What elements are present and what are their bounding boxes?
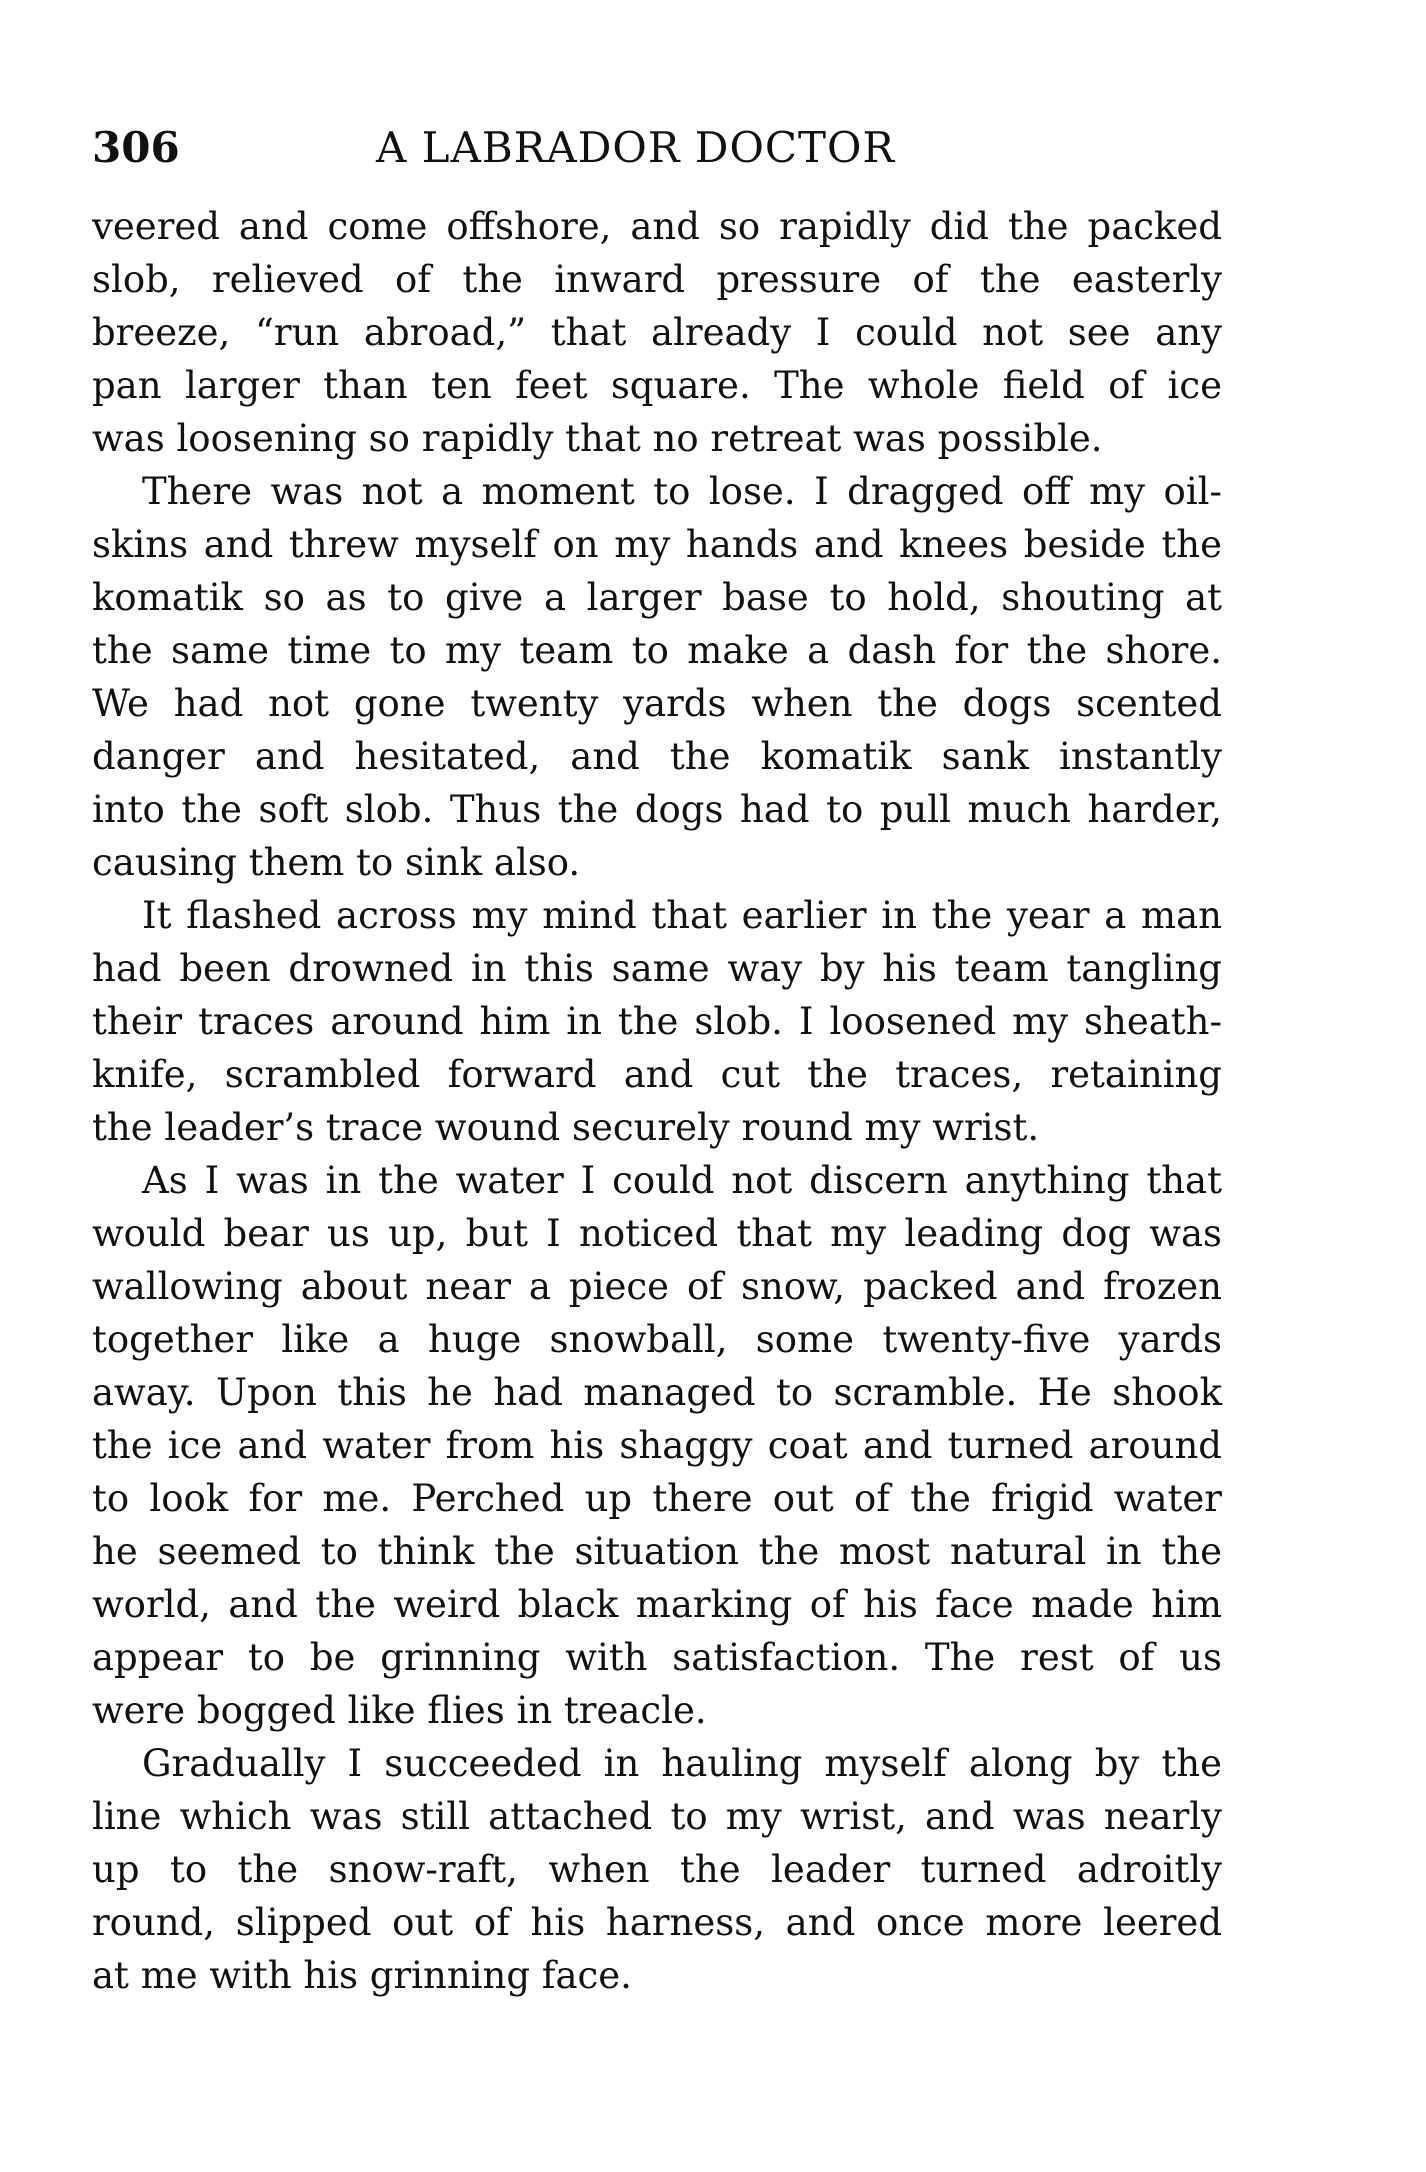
running-head: A LABRADOR DOCTOR <box>376 123 896 172</box>
text-line: skins and threw myself on my hands and knees beside the <box>92 523 1222 566</box>
text-line: would bear us up, but I noticed that my leading dog was <box>92 1212 1222 1255</box>
text-line: Gradually I succeeded in hauling myself along by the <box>142 1742 1222 1785</box>
text-line: together like a huge snowball, some twenty-five yards <box>92 1318 1222 1361</box>
page-header <box>92 118 1222 178</box>
text-line: he seemed to think the situation the most natural in the <box>92 1530 1222 1573</box>
text-line: up to the snow-raft, when the leader turned adroitly <box>92 1848 1222 1891</box>
body-text <box>92 200 1222 2002</box>
text-line: line which was still attached to my wrist, and was nearly <box>92 1795 1222 1838</box>
text-line: pan larger than ten feet square. The whole field of ice <box>92 364 1222 407</box>
text-line: veered and come offshore, and so rapidly did the packed <box>92 205 1222 248</box>
text-line: knife, scrambled forward and cut the traces, retaining <box>92 1053 1222 1096</box>
text-line: danger and hesitated, and the komatik sank instantly <box>92 735 1222 778</box>
text-line: away. Upon this he had managed to scramble. He shook <box>92 1371 1222 1414</box>
text-line: It flashed across my mind that earlier in the year a man <box>142 894 1222 937</box>
text-line: appear to be grinning with satisfaction. The rest of us <box>92 1636 1222 1679</box>
text-line: world, and the weird black marking of his face made him <box>92 1583 1222 1626</box>
text-line: into the soft slob. Thus the dogs had to pull much harder, <box>92 788 1222 831</box>
text-line: the ice and water from his shaggy coat and turned around <box>92 1424 1222 1467</box>
text-line: komatik so as to give a larger base to hold, shouting at <box>92 576 1222 619</box>
text-line: causing them to sink also. <box>92 841 581 884</box>
text-line: slob, relieved of the inward pressure of the easterly <box>92 258 1222 301</box>
text-line: to look for me. Perched up there out of the frigid water <box>92 1477 1222 1520</box>
text-line: had been drowned in this same way by his team tangling <box>92 947 1222 990</box>
page-number: 306 <box>92 123 180 172</box>
text-line: We had not gone twenty yards when the dogs scented <box>92 682 1222 725</box>
text-line: the same time to my team to make a dash for the shore. <box>92 629 1222 672</box>
text-line: was loosening so rapidly that no retreat was possible. <box>92 417 1103 460</box>
text-line: their traces around him in the slob. I loosened my sheath- <box>92 1000 1222 1043</box>
text-line: the leader’s trace wound securely round my wrist. <box>92 1106 1040 1149</box>
text-line: wallowing about near a piece of snow, packed and frozen <box>92 1265 1222 1308</box>
text-line: at me with his grinning face. <box>92 1954 632 1997</box>
text-line: round, slipped out of his harness, and once more leered <box>92 1901 1222 1944</box>
text-line: There was not a moment to lose. I dragged off my oil- <box>142 470 1222 513</box>
text-line: were bogged like flies in treacle. <box>92 1689 707 1732</box>
text-line: breeze, “run abroad,” that already I could not see any <box>92 311 1222 354</box>
text-line: As I was in the water I could not discern anything that <box>142 1159 1222 1202</box>
